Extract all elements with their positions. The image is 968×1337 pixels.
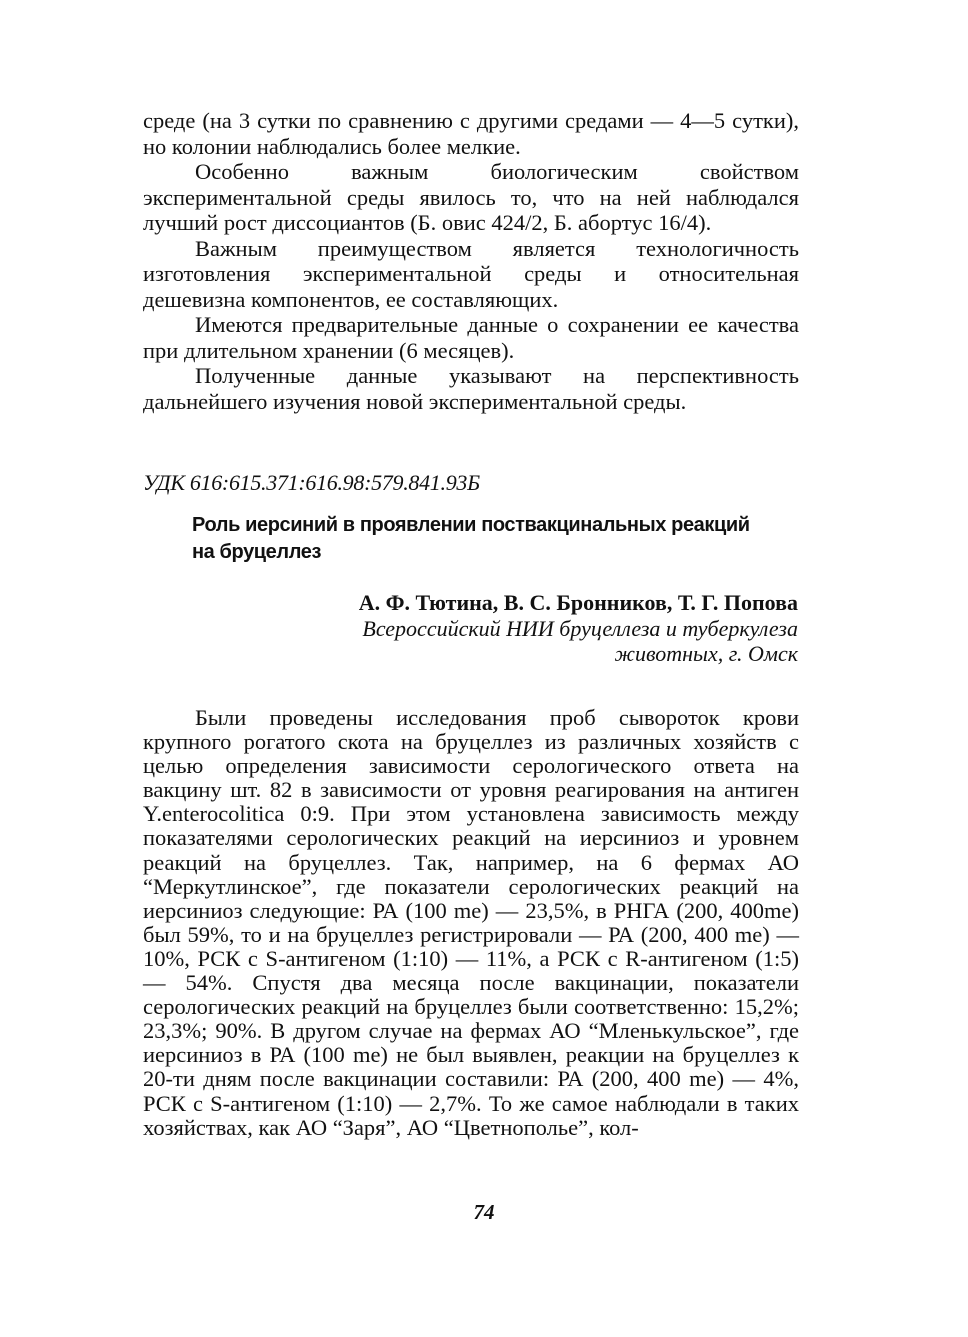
article-title: Роль иерсиний в проявлении поствакцинальных реакций на бруцеллез: [192, 514, 750, 563]
intro-paragraph: Важным преимуществом является технологичность изготовления экспериментальной среды и относительная дешевизна компонентов, ее составляющих.: [143, 235, 799, 312]
article-body-paragraph: Были проведены исследования проб сывороток крови крупного рогатого скота на бруцеллез из различных хозяйств с целью определения зависимости серологического ответа на вакцину шт. 82 в зависимости от уровня реагирования на антиген Y.enterocolitica 0:9. При этом установлена зависимость между показателями серологических реакций на иерсиниоз и уровнем реакций на бруцеллез. Так, например, на 6 фермах АО “Меркутлинское”, где показатели серологических реакций на иерсиниоз следующие: РА (100 me) — 23,5%, в РНГА (200, 400me) был 59%, то и на бруцеллез регистрировали — РА (200, 400 me) — 10%, РСК с S-антигеном (1:10) — 11%, а РСК с R-антигеном (1:5) — 54%. Спустя два месяца после вакцинации, показатели серологических реакций на бруцеллез были соответственно: 15,2%; 23,3%; 90%. В другом случае на фермах АО “Мленькульское”, где иерсиниоз в РА (100 me) не был выявлен, реакции на бруцеллез к 20-ти дням после вакцинации составили: РА (200, 400 me) — 4%, РСК с S-антигеном (1:10) — 2,7%. То же самое наблюдали в таких хозяйствах, как АО “Заря”, АО “Цветнополье”, кол-: [143, 705, 799, 1140]
article-body-block: [143, 706, 799, 1140]
intro-paragraph: Имеются предварительные данные о сохранении ее качества при длительном хранении (6 месяцев).: [143, 312, 799, 363]
intro-paragraph: Особенно важным биологическим свойством экспериментальной среды явилось то, что на ней наблюдался лучший рост диссоциантов (Б. овис 424/2, Б. абортус 16/4).: [143, 159, 799, 235]
intro-paragraph: среде (на 3 сутки по сравнению с другими средами — 4—5 сутки), но колонии наблюдались более мелкие.: [143, 108, 799, 159]
page-number: 74: [473, 1200, 495, 1224]
udk-code: УДК 616:615.371:616.98:579.841.93Б: [143, 470, 480, 495]
intro-text-block: [143, 108, 799, 414]
intro-paragraph: Полученные данные указывают на перспективность дальнейшего изучения новой экспериментальной среды.: [143, 363, 799, 414]
article-authors: А. Ф. Тютина, В. С. Бронников, Т. Г. Попова: [358, 590, 798, 615]
article-affiliation: Всероссийский НИИ бруцеллеза и туберкулеза животных, г. Омск: [362, 616, 798, 666]
